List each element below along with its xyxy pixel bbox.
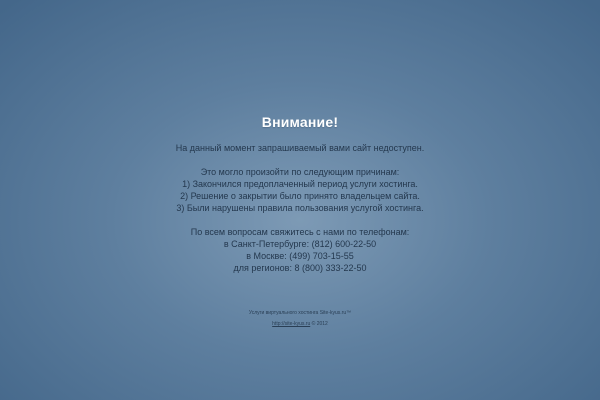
reason-item: 2) Решение о закрытии было принято владельцем сайта. (180, 191, 420, 201)
footer-credits (0, 321, 600, 328)
phone-moscow: в Москве: (499) 703-15-55 (246, 251, 354, 261)
reasons-intro: Это могло произойти по следующим причинам: (200, 167, 400, 177)
unavailable-message: На данный момент запрашиваемый вами сайт недоступен. (175, 143, 425, 153)
footer-copyright: © 2012 (311, 321, 328, 327)
reason-item: 3) Были нарушены правила пользования услугой хостинга. (176, 203, 424, 213)
contact-intro: По всем вопросам свяжитесь с нами по телефонам: (190, 227, 410, 237)
reason-item: 1) Закончился предоплаченный период услуги хостинга. (182, 179, 418, 189)
footer-service-text: Услуги виртуального хостинга Site-kyus.ru™ (248, 310, 352, 316)
footer-site-link[interactable]: http://site-kyus.ru (272, 321, 311, 327)
phone-regions: для регионов: 8 (800) 333-22-50 (233, 263, 367, 273)
notice-title: Внимание! (261, 114, 339, 130)
phone-spb: в Санкт-Петербурге: (812) 600-22-50 (223, 239, 377, 249)
